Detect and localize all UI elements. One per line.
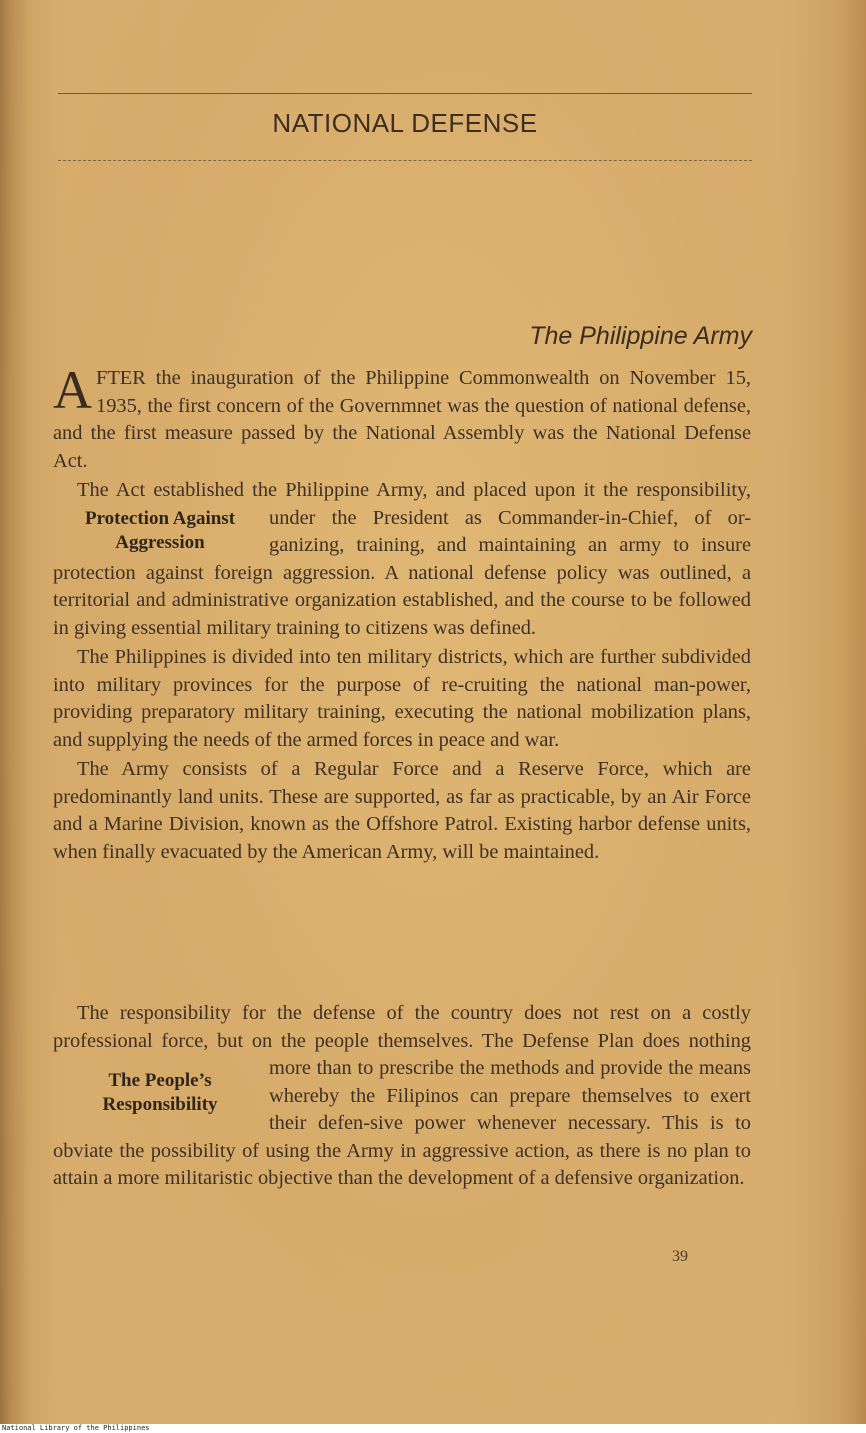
sidehead-responsibility-line2: Responsibility <box>102 1094 218 1115</box>
paragraph-5 <box>53 1000 751 1193</box>
paragraph-1 <box>53 360 751 475</box>
sidehead-protection <box>53 507 267 555</box>
paragraph-4: The Army consists of a Regular Force and a Reserve Force, which are predominantly land units. These are supported, as far as practicable, by an Air Force and a Marine Division, known as the Offshore Patrol. Existing harbor defense units, when finally evacuated by the American Army, will be maintained. <box>53 758 751 863</box>
sidehead-protection-line1: Protection Against <box>84 507 236 529</box>
header-rule-top <box>58 93 752 94</box>
header-rule-bottom <box>58 160 752 161</box>
paragraph-2 <box>53 477 751 642</box>
page-header-title: NATIONAL DEFENSE <box>272 108 538 138</box>
page-number: 39 <box>672 1248 688 1265</box>
body-block-1 <box>53 360 751 866</box>
sidehead-protection-line2: Aggression <box>115 531 205 553</box>
sidehead-responsibility-line1: The People’s <box>108 1070 212 1091</box>
sidehead-responsibility <box>53 1069 267 1117</box>
paragraph-1-text: FTER the inauguration of the Philippine Commonwealth on November 15, 1935, the first concern of the Governmnet was the question of national defense, and the first measure passed by the National Assembly was the National Defense Act. <box>53 367 751 472</box>
paragraph-5-lead: The responsibility for the defense of the country does not rest on a costly professional force, but on the people themselves. The Defense Plan does nothing more than to prescribe the methods <box>53 1002 751 1079</box>
section-title: The Philippine Army <box>529 322 752 350</box>
body-block-2 <box>53 1000 751 1193</box>
drop-cap: A <box>53 360 92 420</box>
paragraph-5-rest: and provide the means whereby the Filipinos can prepare themselves to exert their defen-sive power whenever necessary. This is to obviate the possibility of using the Army in aggressive action, as there is no plan to attain a more militaristic objective than the development of a defensive organization. <box>53 1057 751 1189</box>
paragraph-3: The Philippines is divided into ten military districts, which are further subdivided into military provinces for the purpose of re-cruiting the national man-power, providing preparatory military training, executing the national mobilization plans, and supplying the needs of the armed forces in peace and war. <box>53 646 751 751</box>
paragraph-2-rest: ganizing, training, and maintaining an army to insure protection against foreign aggression. A national defense policy was outlined, a territorial and administrative organization established, and the course to be followed in giving essential military training to citizens was defined. <box>53 534 751 639</box>
library-credit: National Library of the Philippines <box>0 1424 866 1433</box>
paragraph-2-lead: The Act established the Philippine Army, and placed upon it the responsibility, under the President as Commander-in-Chief, of or- <box>77 479 751 529</box>
